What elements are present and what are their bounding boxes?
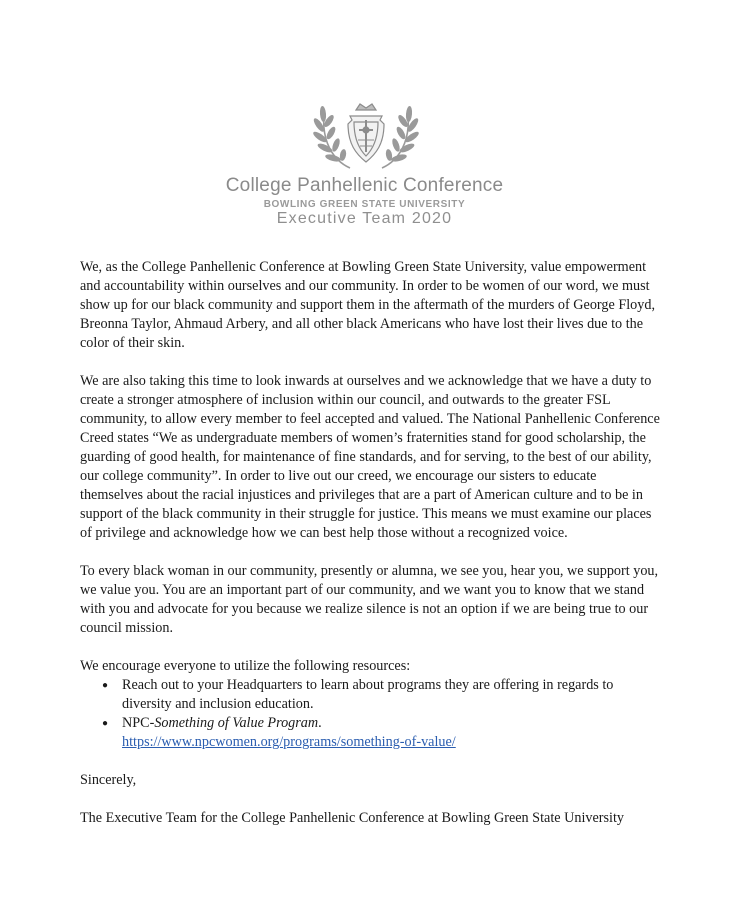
conference-title: College Panhellenic Conference xyxy=(225,175,504,196)
letter-body xyxy=(80,258,660,847)
bullet-icon: ● xyxy=(102,680,109,691)
resource-suffix: . xyxy=(318,715,322,731)
signature: The Executive Team for the College Panhellenic Conference at Bowling Green State University xyxy=(80,810,624,826)
list-item xyxy=(100,676,660,714)
paragraph-3: To every black woman in our community, presently or alumna, we see you, hear you, we support you, we value you. You are an important part of our community, and we want you to know that we stand with you and advocate for you because we realize silence is not an option if we are being true to our council mission. xyxy=(80,563,659,636)
resources-intro: We encourage everyone to utilize the following resources: xyxy=(80,658,411,674)
list-item xyxy=(100,714,660,752)
resource-program-name: Something of Value Program xyxy=(154,715,319,731)
crest-laurel-logo xyxy=(310,90,422,172)
resource-prefix: NPC- xyxy=(122,715,155,731)
paragraph-2: We are also taking this time to look inwards at ourselves and we acknowledge that we have a duty to create a stronger atmosphere of inclusion within our council, and outwards to the greater FSL community, to allow every member to feel accepted and valued. The National Panhellenic Conference Creed states “We as undergraduate members of women’s fraternities stand for good scholarship, the guarding of good health, for maintenance of fine standards, and for serving, to the best of our ability, our college community”. In order to live out our creed, we encourage our sisters to educate themselves about the racial injustices and privileges that are a part of American culture and to be in support of the black community in their struggle for justice. This means we must examine our places of privilege and acknowledge how we can best help those without a recognized voice. xyxy=(80,373,660,541)
bullet-icon: ● xyxy=(102,718,109,729)
closing: Sincerely, xyxy=(80,772,137,788)
university-name: BOWLING GREEN STATE UNIVERSITY xyxy=(263,199,466,210)
paragraph-1: We, as the College Panhellenic Conference at Bowling Green State University, value empowerment and accountability within ourselves and our community. In order to be women of our word, we must show up for our black community and support them in the aftermath of the murders of George Floyd, Breonna Taylor, Ahmaud Arbery, and all other black Americans who have lost their lives due to the color of their skin. xyxy=(80,259,655,351)
resource-text: Reach out to your Headquarters to learn about programs they are offering in regards to diversity and inclusion education. xyxy=(122,677,614,712)
resource-link[interactable]: https://www.npcwomen.org/programs/something-of-value/ xyxy=(122,734,456,750)
resources-list xyxy=(80,676,660,752)
team-title: Executive Team 2020 xyxy=(276,210,453,227)
